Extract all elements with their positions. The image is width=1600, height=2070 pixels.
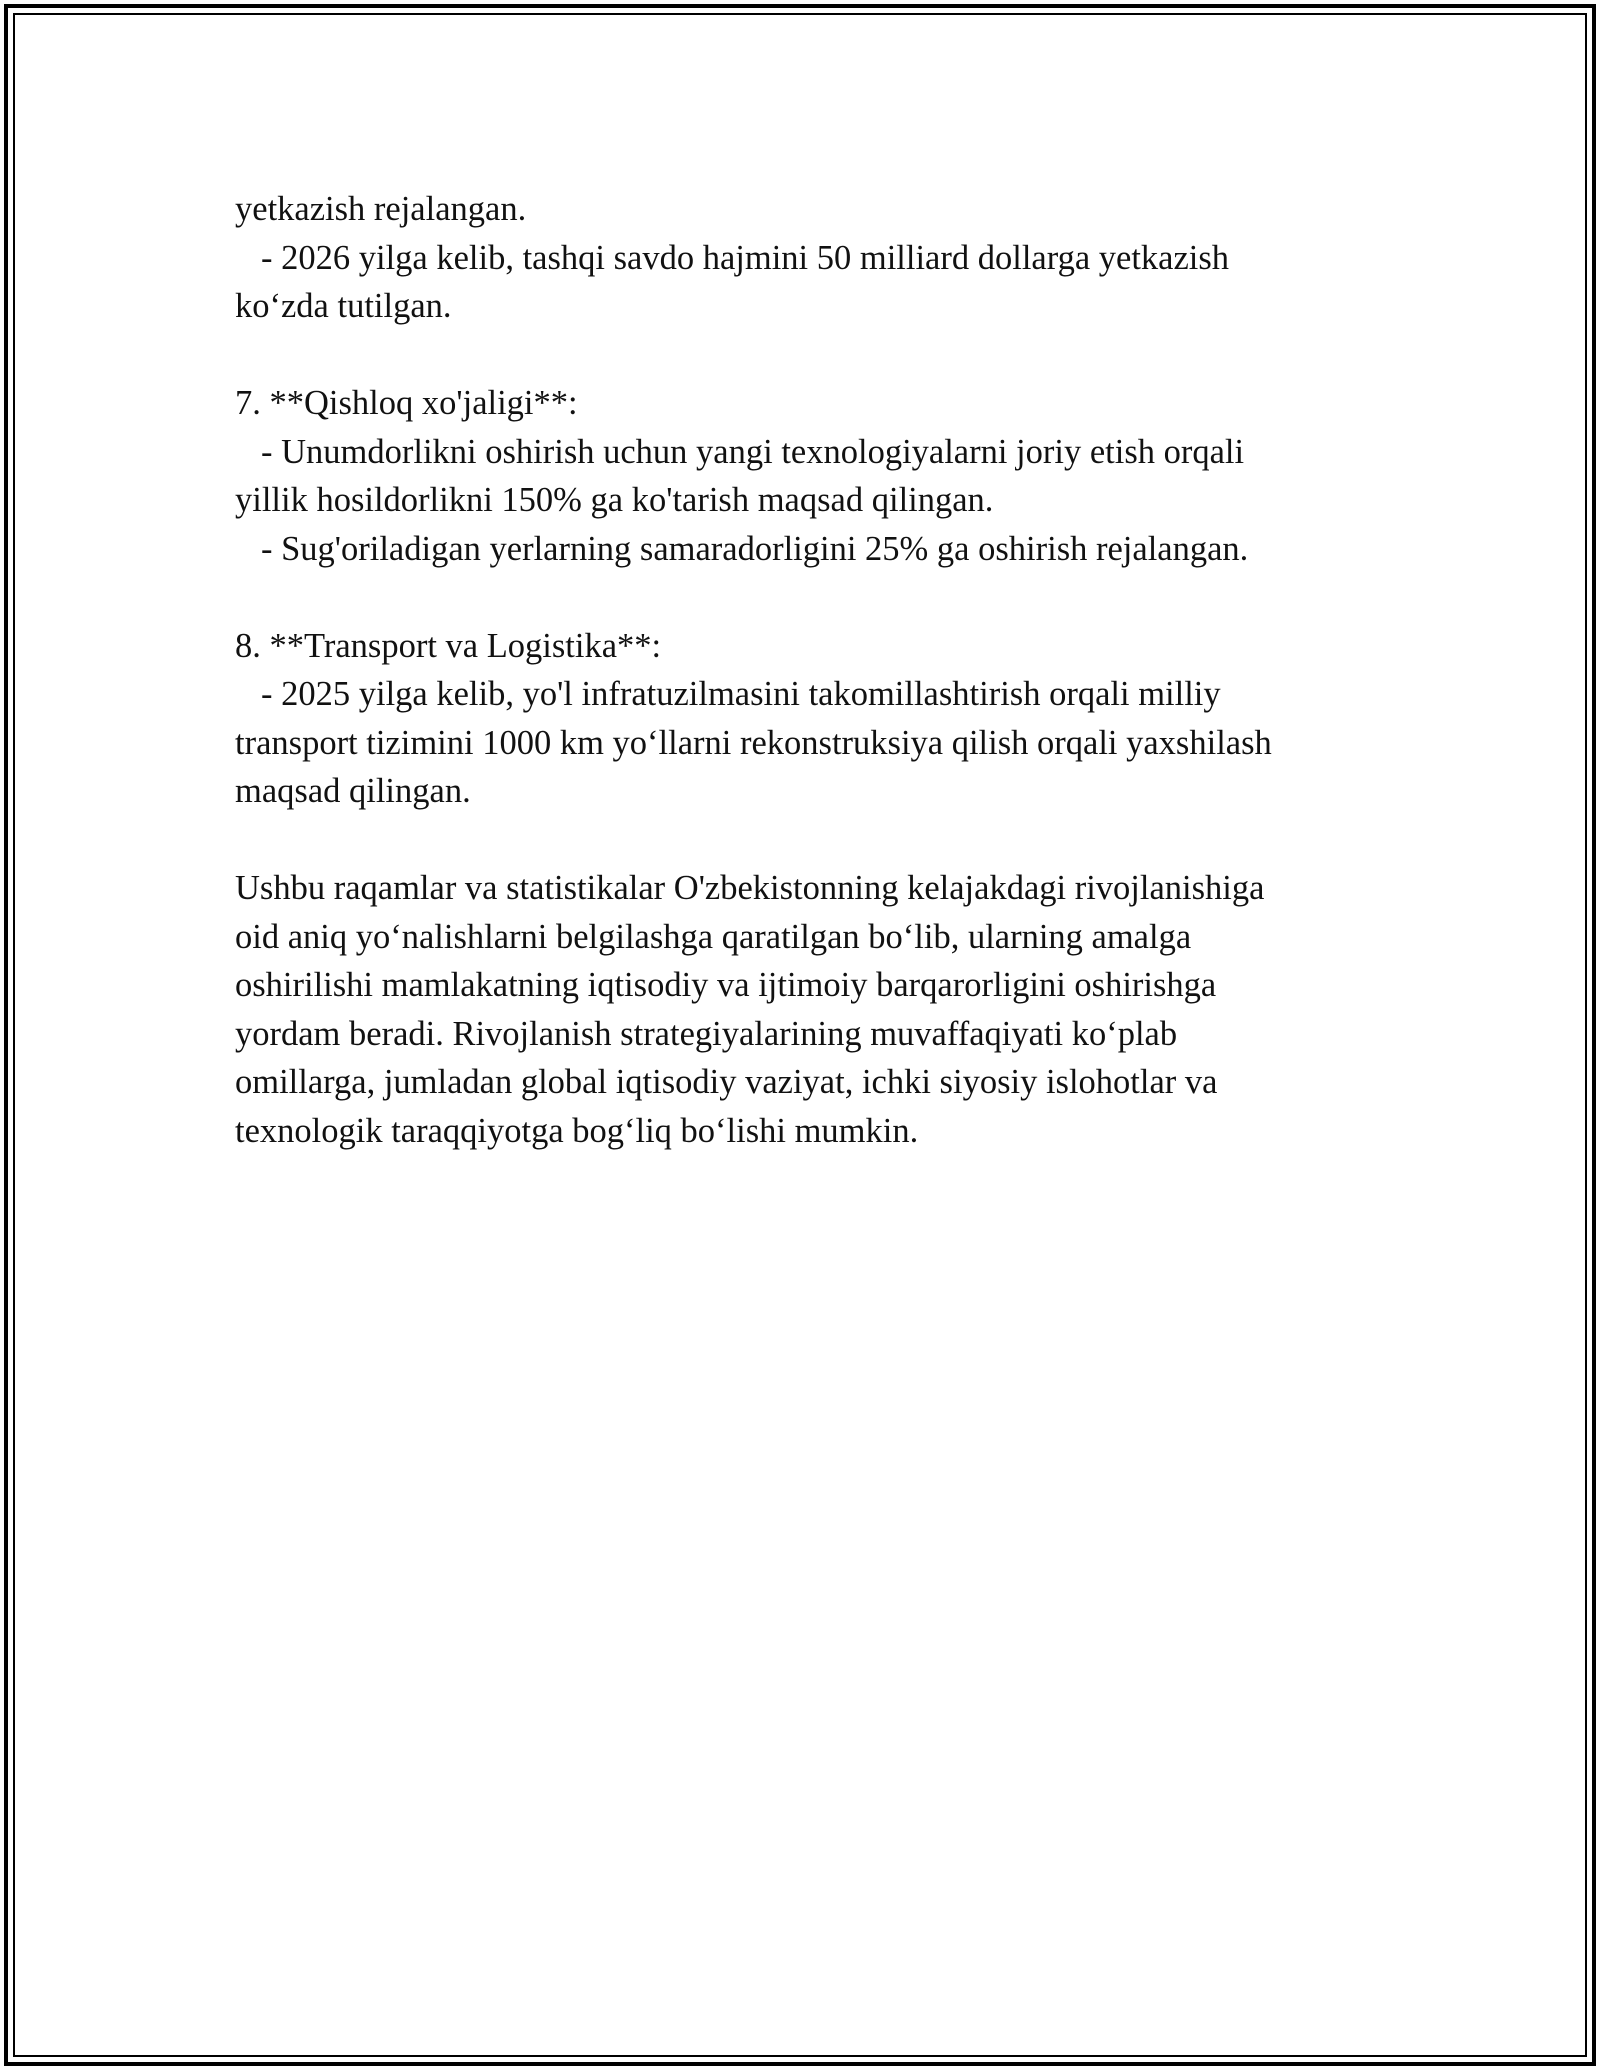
section-8 <box>235 622 1365 816</box>
section-7 <box>235 379 1365 573</box>
conclusion-line-1: Ushbu raqamlar va statistikalar O'zbekistonning kelajakdagi rivojlanishiga <box>235 869 1265 907</box>
conclusion-paragraph <box>235 864 1365 1155</box>
paragraph-gap <box>235 573 1365 622</box>
continuation-bullet-cont: ko‘zda tutilgan. <box>235 287 452 325</box>
conclusion-line-4: yordam beradi. Rivojlanish strategiyalarining muvaffaqiyati ko‘plab <box>235 1014 1178 1053</box>
section-7-bullet-2: - Sug'oriladigan yerlarning samaradorligini 25% ga oshirish rejalangan. <box>261 529 1249 568</box>
conclusion-line-2: oid aniq yo‘nalishlarni belgilashga qaratilgan bo‘lib, ularning amalga <box>235 917 1192 956</box>
conclusion-line-6: texnologik taraqqiyotga bog‘liq bo‘lishi mumkin. <box>235 1111 919 1150</box>
conclusion-line-5: omillarga, jumladan global iqtisodiy vaziyat, ichki siyosiy islohotlar va <box>235 1063 1218 1101</box>
section-8-bullet-1-cont-2: maqsad qilingan. <box>235 772 471 810</box>
section-7-heading: 7. **Qishloq xo'jaligi**: <box>235 384 578 422</box>
continuation-block <box>235 185 1365 331</box>
section-7-bullet-1: - Unumdorlikni oshirish uchun yangi texnologiyalarni joriy etish orqali <box>261 432 1245 471</box>
section-7-bullet-1-cont: yillik hosildorlikni 150% ga ko'tarish maqsad qilingan. <box>235 481 994 519</box>
paragraph-gap <box>235 816 1365 865</box>
paragraph-gap <box>235 331 1365 380</box>
section-8-heading: 8. **Transport va Logistika**: <box>235 626 662 665</box>
document-body <box>235 185 1365 1155</box>
section-8-bullet-1: - 2025 yilga kelib, yo'l infratuzilmasini takomillashtirish orqali milliy <box>261 675 1221 713</box>
continuation-bullet: - 2026 yilga kelib, tashqi savdo hajmini 50 milliard dollarga yetkazish <box>261 238 1230 277</box>
continuation-line: yetkazish rejalangan. <box>235 190 527 228</box>
section-8-bullet-1-cont-1: transport tizimini 1000 km yo‘llarni rekonstruksiya qilish orqali yaxshilash <box>235 723 1272 762</box>
conclusion-line-3: oshirilishi mamlakatning iqtisodiy va ijtimoiy barqarorligini oshirishga <box>235 966 1217 1004</box>
